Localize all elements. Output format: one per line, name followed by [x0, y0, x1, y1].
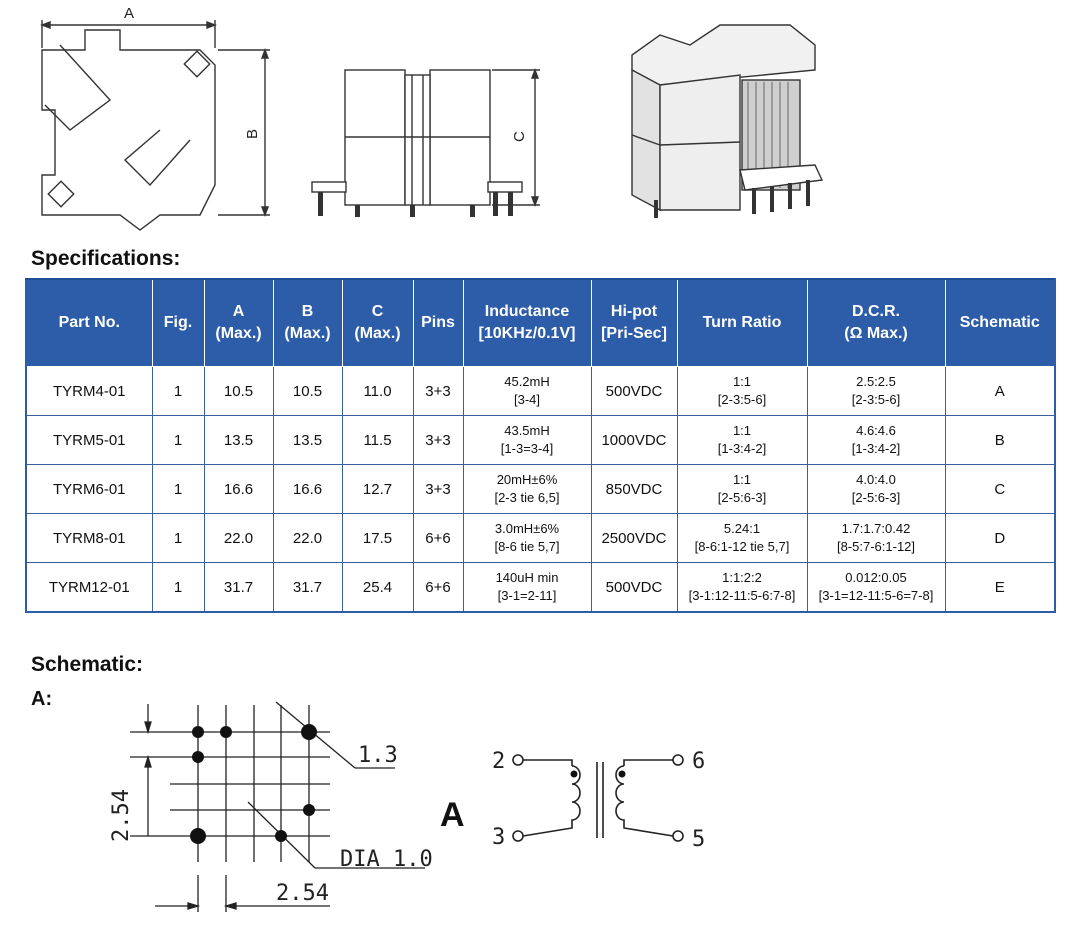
- cell-text: E: [994, 578, 1005, 596]
- cell-text: 6+6: [425, 578, 451, 596]
- cell-text: A: [994, 382, 1005, 400]
- cell-text: 12.7: [362, 480, 393, 498]
- table-cell: [26, 367, 152, 416]
- header-text: D.C.R.: [852, 303, 900, 320]
- header-text: Inductance: [484, 303, 570, 320]
- table-cell: [342, 367, 413, 416]
- cell-text: 2500VDC: [601, 529, 667, 547]
- cell-text: 1: [173, 431, 183, 449]
- cell-text: 140uH min: [495, 570, 559, 585]
- table-cell: [591, 514, 677, 563]
- table-header-row: [26, 279, 1055, 367]
- mechanical-drawings: [0, 0, 1088, 240]
- table-cell: [677, 367, 807, 416]
- table-cell: [342, 465, 413, 514]
- table-cell: [152, 563, 204, 613]
- cell-text: 3+3: [425, 382, 451, 400]
- header-text: Hi-pot: [610, 303, 658, 320]
- cell-text: [2-5:6-3]: [851, 490, 901, 505]
- schematic-drawings: [90, 680, 770, 930]
- cell-text: 31.7: [223, 578, 254, 596]
- cell-text: 16.6: [292, 480, 323, 498]
- cell-text: 3+3: [425, 431, 451, 449]
- pin-6-label: 6: [692, 749, 706, 774]
- table-row: [26, 514, 1055, 563]
- table-cell: [413, 514, 463, 563]
- header-text: Schematic: [959, 314, 1040, 331]
- header-text: Fig.: [163, 314, 193, 331]
- table-cell: [152, 514, 204, 563]
- specifications-table: [25, 278, 1056, 613]
- cell-text: [3-1=2-11]: [497, 588, 557, 603]
- table-cell: [591, 465, 677, 514]
- table-cell: [273, 416, 342, 465]
- table-cell: [413, 416, 463, 465]
- cell-text: 43.5mH: [504, 423, 550, 438]
- table-row: [26, 416, 1055, 465]
- cell-text: 2.5:2.5: [856, 374, 896, 389]
- dim-pad-size: 1.3: [358, 743, 398, 768]
- table-cell: [591, 563, 677, 613]
- cell-text: 25.4: [362, 578, 393, 596]
- table-cell: [677, 416, 807, 465]
- dim-hole-size: DIA 1.0: [340, 847, 433, 872]
- table-cell: [677, 563, 807, 613]
- header-cell: [677, 279, 807, 367]
- pin-3-label: 3: [492, 825, 506, 850]
- cell-text: C: [994, 480, 1006, 498]
- cell-text: 17.5: [362, 529, 393, 547]
- cell-text: 11.5: [363, 431, 392, 449]
- circuit-letter: A: [440, 796, 465, 834]
- table-cell: [591, 416, 677, 465]
- table-cell: [342, 563, 413, 613]
- header-text: (Ω Max.): [844, 325, 908, 342]
- table-cell: [807, 514, 945, 563]
- cell-text: [1-3:4-2]: [851, 441, 901, 456]
- dim-c-label: C: [511, 131, 528, 142]
- polarity-dot-secondary: [619, 771, 626, 778]
- table-cell: [591, 367, 677, 416]
- table-cell: [945, 367, 1055, 416]
- table-cell: [413, 563, 463, 613]
- cell-text: [1-3:4-2]: [717, 441, 767, 456]
- header-cell: [463, 279, 591, 367]
- cell-text: 1.7:1.7:0.42: [841, 521, 911, 536]
- header-cell: [591, 279, 677, 367]
- table-cell: [342, 416, 413, 465]
- table-cell: [152, 367, 204, 416]
- cell-text: 1: [173, 578, 183, 596]
- table-cell: [26, 465, 152, 514]
- pin-5-label: 5: [692, 827, 706, 852]
- table-cell: [945, 465, 1055, 514]
- cell-text: 16.6: [223, 480, 254, 498]
- table-cell: [204, 465, 273, 514]
- cell-text: TYRM12-01: [48, 578, 130, 596]
- table-cell: [807, 416, 945, 465]
- table-cell: [463, 563, 591, 613]
- header-text: [Pri-Sec]: [601, 325, 667, 342]
- cell-text: [3-4]: [513, 392, 540, 407]
- table-cell: [463, 367, 591, 416]
- table-cell: [273, 514, 342, 563]
- cell-text: 850VDC: [605, 480, 663, 498]
- dim-pitch-vertical: 2.54: [109, 789, 134, 842]
- pin-2-label: 2: [492, 749, 506, 774]
- cell-text: 10.5: [223, 382, 254, 400]
- table-cell: [204, 367, 273, 416]
- dim-pitch-horizontal: 2.54: [276, 881, 329, 906]
- header-text: Pins: [421, 314, 455, 331]
- table-row: [26, 563, 1055, 613]
- table-cell: [413, 465, 463, 514]
- cell-text: 0.012:0.05: [845, 570, 907, 585]
- transformer-symbol: [513, 755, 683, 841]
- table-row: [26, 367, 1055, 416]
- header-text: (Max.): [354, 325, 401, 342]
- table-cell: [273, 367, 342, 416]
- cell-text: 1000VDC: [601, 431, 667, 449]
- cell-text: [8-5:7-6:1-12]: [836, 539, 916, 554]
- schematic-heading: Schematic:: [31, 653, 144, 676]
- header-cell: [26, 279, 152, 367]
- cell-text: 13.5: [223, 431, 254, 449]
- cell-text: 22.0: [292, 529, 323, 547]
- table-cell: [26, 514, 152, 563]
- cell-text: TYRM4-01: [52, 382, 126, 400]
- table-cell: [677, 465, 807, 514]
- table-cell: [463, 514, 591, 563]
- table-cell: [273, 465, 342, 514]
- cell-text: [1-3=3-4]: [500, 441, 554, 456]
- cell-text: 4.0:4.0: [856, 472, 896, 487]
- dim-b-label: B: [244, 128, 261, 139]
- header-cell: [204, 279, 273, 367]
- cell-text: 31.7: [292, 578, 323, 596]
- cell-text: 1:1:2:2: [722, 570, 762, 585]
- cell-text: [8-6 tie 5,7]: [494, 539, 560, 554]
- header-text: C: [371, 303, 384, 320]
- cell-text: D: [994, 529, 1006, 547]
- header-cell: [152, 279, 204, 367]
- dim-a-label: A: [124, 5, 135, 22]
- cell-text: 10.5: [292, 382, 323, 400]
- top-view-drawing: [42, 20, 270, 230]
- cell-text: 13.5: [292, 431, 323, 449]
- cell-text: 22.0: [223, 529, 254, 547]
- cell-text: [2-3:5-6]: [851, 392, 901, 407]
- polarity-dot-primary: [571, 771, 578, 778]
- cell-text: B: [994, 431, 1005, 449]
- cell-text: [2-3:5-6]: [717, 392, 767, 407]
- table-cell: [204, 514, 273, 563]
- cell-text: [3-1:12-11:5-6:7-8]: [688, 588, 796, 603]
- cell-text: 1: [173, 382, 183, 400]
- table-cell: [204, 416, 273, 465]
- header-text: Turn Ratio: [702, 314, 782, 331]
- cell-text: 1: [173, 480, 183, 498]
- cell-text: 1: [173, 529, 183, 547]
- header-text: A: [232, 303, 245, 320]
- table-cell: [413, 367, 463, 416]
- cell-text: [8-6:1-12 tie 5,7]: [694, 539, 790, 554]
- cell-text: 3+3: [425, 480, 451, 498]
- cell-text: 20mH±6%: [496, 472, 558, 487]
- cell-text: [2-5:6-3]: [717, 490, 767, 505]
- table-cell: [463, 465, 591, 514]
- cell-text: TYRM5-01: [52, 431, 126, 449]
- header-text: Part No.: [58, 314, 120, 331]
- header-cell: [273, 279, 342, 367]
- table-cell: [152, 465, 204, 514]
- table-cell: [945, 514, 1055, 563]
- table-cell: [807, 563, 945, 613]
- table-cell: [677, 514, 807, 563]
- cell-text: 3.0mH±6%: [494, 521, 560, 536]
- cell-text: 45.2mH: [504, 374, 550, 389]
- schematic-a-label: A:: [31, 688, 53, 710]
- table-cell: [945, 563, 1055, 613]
- table-cell: [342, 514, 413, 563]
- cell-text: 1:1: [732, 423, 752, 438]
- side-view-drawing: [312, 70, 540, 217]
- cell-text: [3-1=12-11:5-6=7-8]: [818, 588, 934, 603]
- specifications-heading: Specifications:: [31, 247, 181, 270]
- table-cell: [204, 563, 273, 613]
- header-text: (Max.): [284, 325, 331, 342]
- cell-text: 11.0: [363, 382, 392, 400]
- table-cell: [807, 367, 945, 416]
- cell-text: 500VDC: [605, 578, 663, 596]
- table-cell: [26, 563, 152, 613]
- table-cell: [807, 465, 945, 514]
- header-cell: [342, 279, 413, 367]
- header-text: (Max.): [215, 325, 262, 342]
- table-cell: [26, 416, 152, 465]
- cell-text: 1:1: [732, 472, 752, 487]
- cell-text: 5.24:1: [723, 521, 761, 536]
- table-cell: [945, 416, 1055, 465]
- header-text: B: [301, 303, 314, 320]
- header-cell: [945, 279, 1055, 367]
- header-cell: [413, 279, 463, 367]
- cell-text: TYRM6-01: [52, 480, 126, 498]
- table-cell: [152, 416, 204, 465]
- cell-text: 1:1: [732, 374, 752, 389]
- header-text: [10KHz/0.1V]: [478, 325, 576, 342]
- header-cell: [807, 279, 945, 367]
- table-cell: [273, 563, 342, 613]
- cell-text: 4.6:4.6: [856, 423, 896, 438]
- cell-text: TYRM8-01: [52, 529, 126, 547]
- cell-text: 6+6: [425, 529, 451, 547]
- table-cell: [463, 416, 591, 465]
- cell-text: 500VDC: [605, 382, 663, 400]
- cell-text: [2-3 tie 6,5]: [494, 490, 560, 505]
- isometric-view-drawing: [632, 25, 822, 218]
- table-row: [26, 465, 1055, 514]
